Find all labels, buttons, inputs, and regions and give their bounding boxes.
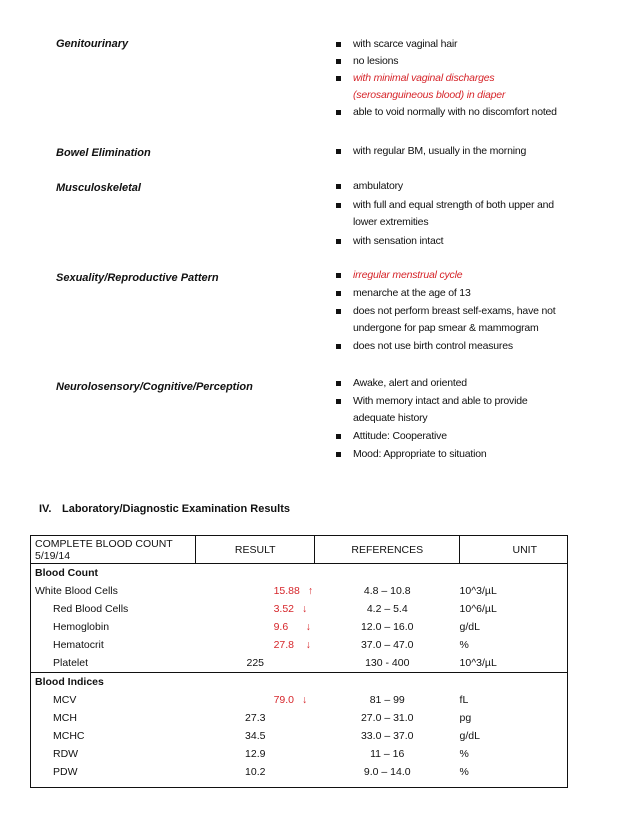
- finding-item: ambulatory: [336, 178, 586, 195]
- test-name: RDW: [53, 748, 79, 760]
- table-header-row: [31, 536, 568, 564]
- column-header-result: RESULT: [196, 536, 315, 564]
- test-reference: 27.0 – 31.0: [360, 712, 414, 724]
- test-unit: fL: [459, 694, 469, 706]
- musculoskeletal-label: Musculoskeletal: [56, 182, 141, 194]
- arrow-down-icon: ↓: [305, 639, 311, 651]
- test-unit: g/dL: [459, 730, 480, 742]
- table-row: [31, 745, 568, 763]
- neuro-label: Neurolosensory/Cognitive/Perception: [56, 381, 253, 393]
- musculoskeletal-findings: [336, 178, 586, 250]
- test-result: 225: [246, 657, 265, 669]
- finding-item: with sensation intact: [336, 233, 586, 250]
- finding-item: with full and equal strength of both upper and lower extremities: [336, 197, 586, 231]
- group-title: Blood Indices: [31, 673, 568, 692]
- square-bullet-icon: [336, 203, 341, 208]
- square-bullet-icon: [336, 381, 341, 386]
- genitourinary-findings: [336, 36, 586, 121]
- sexuality-findings: [336, 267, 586, 355]
- finding-item: with regular BM, usually in the morning: [336, 143, 586, 160]
- bowel-findings: [336, 143, 586, 160]
- test-result: 15.88 ↑: [273, 585, 314, 597]
- test-result: 79.0 ↓: [273, 694, 308, 706]
- square-bullet-icon: [336, 110, 341, 115]
- neuro-findings: [336, 375, 586, 463]
- test-unit: %: [459, 766, 469, 778]
- test-unit: 10^3/µL: [459, 585, 497, 597]
- test-unit: 10^6/µL: [459, 603, 497, 615]
- finding-item: able to void normally with no discomfort noted: [336, 104, 586, 121]
- test-name: MCV: [53, 694, 77, 706]
- square-bullet-icon: [336, 273, 341, 278]
- genitourinary-label: Genitourinary: [56, 38, 129, 50]
- finding-item: Attitude: Cooperative: [336, 428, 586, 445]
- square-bullet-icon: [336, 309, 341, 314]
- test-name: MCHC: [53, 730, 85, 742]
- table-row: [31, 763, 568, 788]
- test-result: 3.52 ↓: [273, 603, 308, 615]
- square-bullet-icon: [336, 184, 341, 189]
- finding-item: Mood: Appropriate to situation: [336, 446, 586, 463]
- square-bullet-icon: [336, 291, 341, 296]
- table-row: [31, 636, 568, 654]
- test-reference: 11 – 16: [370, 748, 405, 760]
- test-result: 27.8 ↓: [273, 639, 311, 651]
- test-reference: 4.8 – 10.8: [363, 585, 411, 597]
- test-unit: %: [459, 639, 469, 651]
- finding-item: with minimal vaginal discharges (serosanguineous blood) in diaper: [336, 70, 586, 104]
- square-bullet-icon: [336, 399, 341, 404]
- test-unit: 10^3/µL: [459, 657, 497, 669]
- bowel-label: Bowel Elimination: [56, 147, 151, 159]
- test-reference: 130 - 400: [365, 657, 410, 669]
- square-bullet-icon: [336, 149, 341, 154]
- square-bullet-icon: [336, 452, 341, 457]
- test-name: Hemoglobin: [53, 621, 110, 633]
- test-result: 12.9: [245, 748, 266, 760]
- test-reference: 9.0 – 14.0: [363, 766, 411, 778]
- test-reference: 81 – 99: [369, 694, 405, 706]
- arrow-down-icon: ↓: [302, 603, 308, 615]
- table-row: [31, 727, 568, 745]
- table-row: [31, 654, 568, 673]
- table-row: [31, 582, 568, 600]
- finding-item: does not use birth control measures: [336, 338, 586, 355]
- test-result: 9.6 ↓: [273, 621, 311, 633]
- test-reference: 37.0 – 47.0: [360, 639, 414, 651]
- square-bullet-icon: [336, 59, 341, 64]
- table-row: [31, 618, 568, 636]
- lab-results-table: [30, 535, 568, 788]
- finding-item: no lesions: [336, 53, 586, 70]
- arrow-down-icon: ↓: [302, 694, 308, 706]
- test-name: White Blood Cells: [35, 585, 118, 597]
- column-header-test: COMPLETE BLOOD COUNT 5/19/14: [31, 536, 196, 564]
- test-result: 34.5: [245, 730, 266, 742]
- arrow-up-icon: ↑: [307, 585, 314, 597]
- section-title: Laboratory/Diagnostic Examination Results: [62, 503, 290, 515]
- square-bullet-icon: [336, 434, 341, 439]
- square-bullet-icon: [336, 76, 341, 81]
- finding-item: With memory intact and able to provide adequate history: [336, 393, 586, 427]
- test-name: Red Blood Cells: [53, 603, 129, 615]
- test-result: 10.2: [245, 766, 266, 778]
- table-row: [31, 709, 568, 727]
- test-name: MCH: [53, 712, 77, 724]
- section-heading: [39, 503, 290, 515]
- test-unit: %: [459, 748, 469, 760]
- table-row: [31, 691, 568, 709]
- group-header-row: [31, 673, 568, 692]
- group-header-row: [31, 564, 568, 583]
- test-reference: 33.0 – 37.0: [360, 730, 414, 742]
- square-bullet-icon: [336, 42, 341, 47]
- table-row: [31, 600, 568, 618]
- finding-item: does not perform breast self-exams, have not undergone for pap smear & mammogram: [336, 303, 586, 337]
- test-unit: g/dL: [459, 621, 480, 633]
- finding-item: irregular menstrual cycle: [336, 267, 586, 284]
- finding-item: menarche at the age of 13: [336, 285, 586, 302]
- column-header-unit: UNIT: [460, 536, 568, 564]
- test-reference: 12.0 – 16.0: [360, 621, 414, 633]
- group-title: Blood Count: [35, 567, 98, 579]
- arrow-down-icon: ↓: [305, 621, 311, 633]
- square-bullet-icon: [336, 239, 341, 244]
- section-number: IV.: [39, 503, 52, 515]
- test-reference: 4.2 – 5.4: [366, 603, 408, 615]
- test-name: PDW: [53, 766, 78, 778]
- test-name: Hematocrit: [53, 639, 104, 651]
- test-name: Platelet: [53, 657, 89, 669]
- finding-item: Awake, alert and oriented: [336, 375, 586, 392]
- test-unit: pg: [459, 712, 472, 724]
- finding-item: with scarce vaginal hair: [336, 36, 586, 53]
- sexuality-label: Sexuality/Reproductive Pattern: [56, 272, 219, 284]
- test-result: 27.3: [245, 712, 266, 724]
- square-bullet-icon: [336, 344, 341, 349]
- column-header-references: REFERENCES: [315, 536, 460, 564]
